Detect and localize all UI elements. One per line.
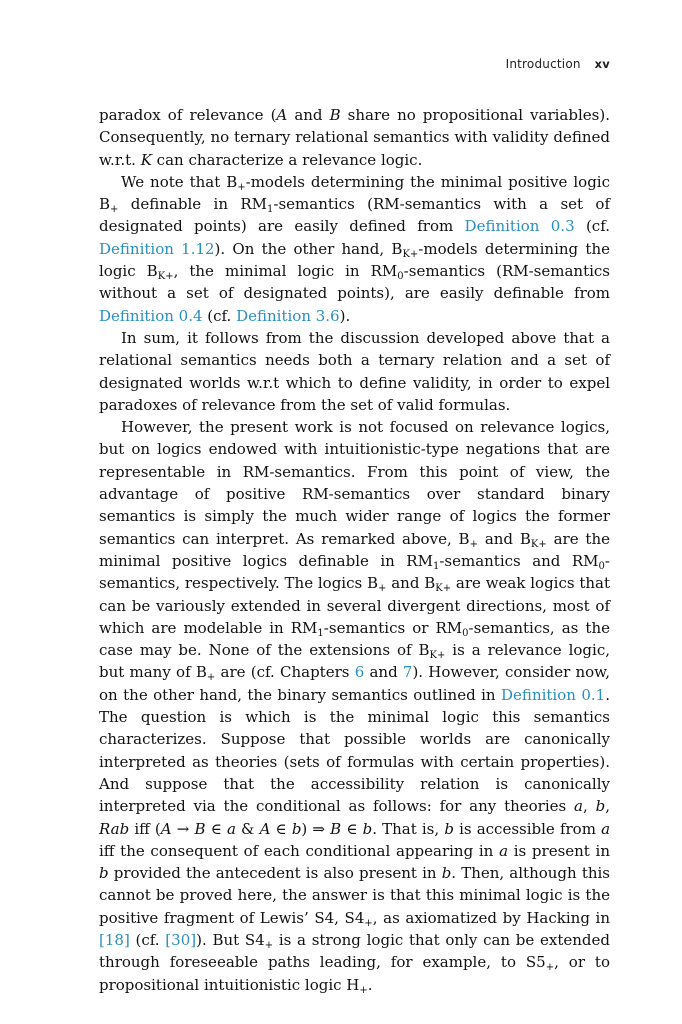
definition-3-6-link[interactable]: Definition 3.6 — [236, 306, 340, 325]
paragraph-3: In sum, it follows from the discussion developed above that a relational semantics needs both a ternary relation and a set of designated worlds w.r.t which to define validity, in order to expel paradoxes of relevance from the set of valid formulas. — [99, 328, 610, 414]
page-number: xv — [594, 57, 610, 71]
chapter-7-link[interactable]: 7 — [402, 663, 413, 682]
paragraph-1: paradox of relevance (A and B share no propositional variables). Consequently, no ternary relational semantics with validity defined w.r.t. K can characterize a relevance logic. — [99, 106, 610, 169]
paragraph-2: We note that $B_+$-models determining the minimal positive logic $B_+$ definable in $RM_1$-semantics (RM-semantics with a set of designated points) are easily defined from Definition 0.3 (cf. Definition 1.12). On the other hand, $B_{K+}$-models determining the logic $B_{K+}$, the minimal logic in $RM_0$-semantics (RM-semantics without a set of designated points), are easily definable from Definition 0.4 (cf. Definition 3.6). — [99, 172, 611, 325]
citation-18-link[interactable]: [18] — [99, 930, 130, 949]
running-head-title: Introduction — [505, 57, 581, 71]
definition-0-3-link[interactable]: Definition 0.3 — [464, 217, 575, 236]
paragraph-4: However, the present work is not focused on relevance logics, but on logics endowed with intuitionistic-type negations that are representable in RM-semantics. From this point of view, the advantage of positive RM-semantics over standard binary semantics is simply the much wider range of logics the former semantics can interpret. As remarked above, $B_+$ and $B_{K+}$ are the minimal positive logics definable in $RM_1$-semantics and $RM_0$-semantics, respectively. The logics $B_+$ and $B_{K+}$ are weak logics that can be variously extended in several divergent directions, most of which are modelable in $RM_1$-semantics or $RM_0$-semantics, as the case may be. None of the extensions of $B_{K+}$ is a relevance logic, but many of $B_+$ are (cf. Chapters 6 and 7). However, consider now, on the other hand, the binary semantics outlined in Definition 0.1. The question is which is the minimal logic this semantics characterizes. Suppose that possible worlds are canonically interpreted as theories (sets of formulas with certain properties). And suppose that the accessibility relation is canonically interpreted via the conditional as follows: for any theories a, b, Rab iff (A → B ∈ a & A ∈ b) ⇒ B ∈ b. That is, b is accessible from a iff the consequent of each conditional appearing in a is present in b provided the antecedent is also present in b. Then, although this cannot be proved here, the answer is that this minimal logic is the positive fragment of Lewis’ S4, $S4_+$, as axiomatized by Hacking in [18] (cf. [30]). But $S4_+$ is a strong logic that only can be extended through foreseeable paths leading, for example, to $S5_+$, or to propositional intuitionistic logic $H_+$. — [99, 418, 611, 996]
definition-0-1-link[interactable]: Definition 0.1 — [501, 685, 606, 704]
body-text — [99, 104, 610, 996]
definition-1-12-link[interactable]: Definition 1.12 — [99, 239, 215, 258]
citation-30-link[interactable]: [30] — [165, 930, 197, 949]
running-head — [506, 57, 610, 71]
chapter-6-link[interactable]: 6 — [354, 663, 365, 682]
definition-0-4-link[interactable]: Definition 0.4 — [99, 306, 203, 325]
